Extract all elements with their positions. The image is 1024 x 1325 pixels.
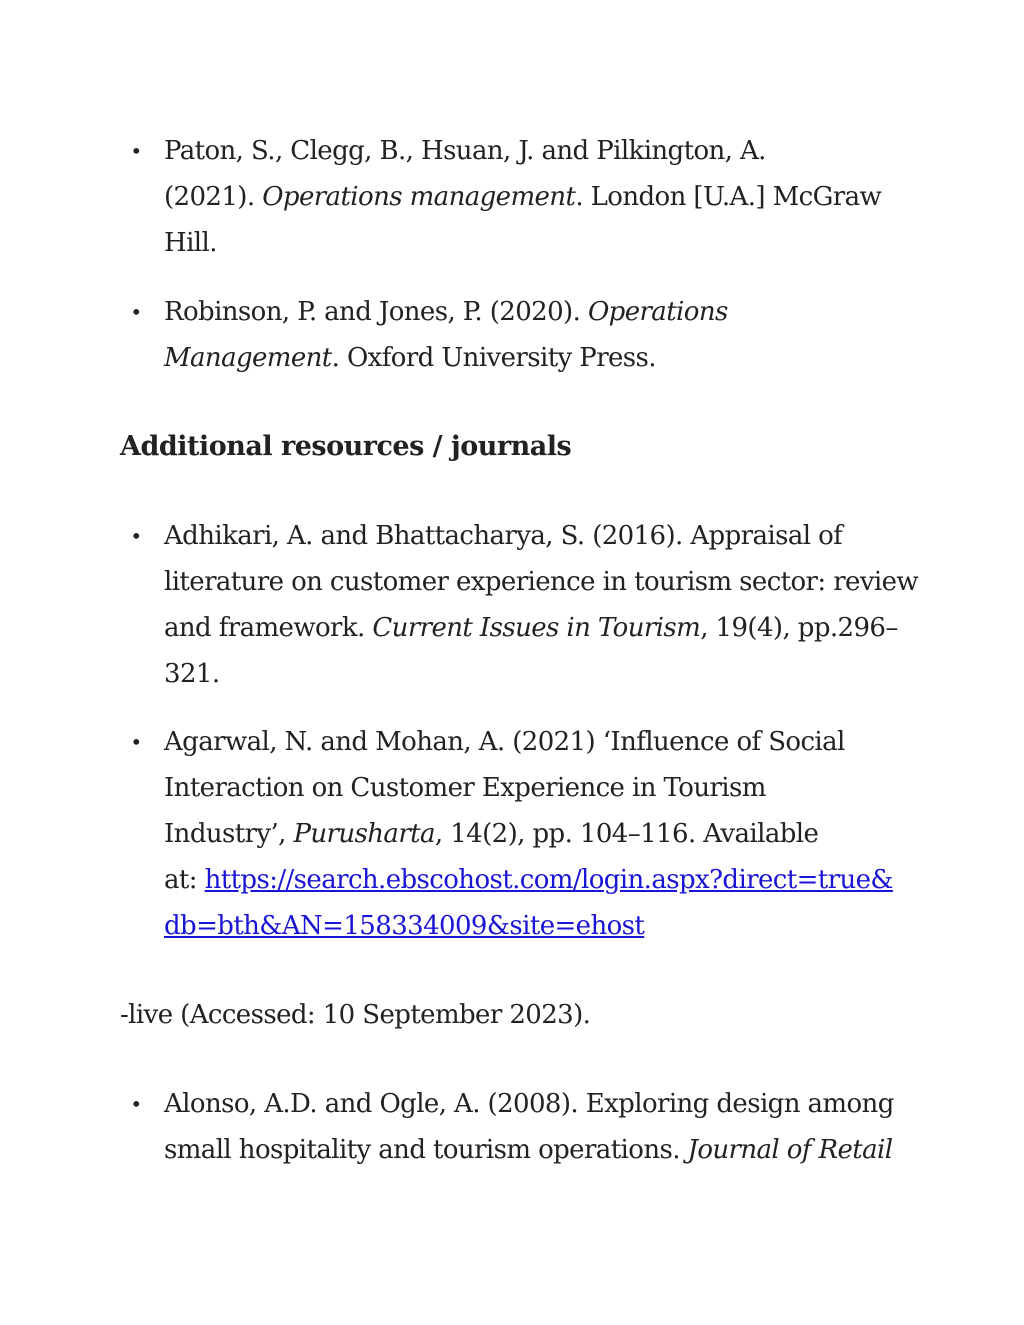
book-title: Operations management [262, 182, 576, 212]
reference-text-line: Alonso, A.D. and Ogle, A. (2008). Exploring design among [164, 1089, 894, 1119]
reference-text-line: Adhikari, A. and Bhattacharya, S. (2016). Appraisal of [164, 521, 843, 551]
reference-text-line: (2021). Operations management. London [U.A.] McGraw [164, 182, 882, 212]
reference-text-line: Hill. [164, 228, 217, 258]
bullet-icon: • [130, 1092, 142, 1116]
reference-text-line [164, 903, 924, 949]
reference-list-item [130, 1081, 924, 1173]
continuation-paragraph: -live (Accessed: 10 September 2023). [120, 1000, 591, 1030]
bullet-icon: • [130, 139, 142, 163]
reference-list-item [130, 513, 924, 697]
reference-text-line: and framework. Current Issues in Tourism, 19(4), pp.296– [164, 613, 898, 643]
bullet-icon: • [130, 524, 142, 548]
reference-list-item [130, 289, 924, 381]
reference-text-line: Management. Oxford University Press. [164, 343, 656, 373]
ebsco-link-continued[interactable]: db=bth&AN=158334009&site=ehost [164, 911, 645, 941]
bullet-icon: • [130, 300, 142, 324]
book-title: Management [164, 343, 332, 373]
reference-list-item [130, 128, 924, 266]
bullet-icon: • [130, 730, 142, 754]
reference-text-line: Agarwal, N. and Mohan, A. (2021) ‘Influence of Social [164, 727, 845, 757]
reference-text-line: Interaction on Customer Experience in Tourism [164, 773, 766, 803]
reference-text-line: Industry’, Purusharta, 14(2), pp. 104–116. Available [164, 819, 819, 849]
ebsco-link[interactable]: https://search.ebscohost.com/login.aspx?direct=true& [204, 865, 893, 895]
reference-text-line: at: https://search.ebscohost.com/login.aspx?direct=true& [164, 865, 893, 895]
reference-text-line: literature on customer experience in tourism sector: review [164, 567, 919, 597]
section-heading: Additional resources / journals [120, 431, 572, 462]
journal-title: Current Issues in Tourism [372, 613, 701, 643]
reference-text-line: Robinson, P. and Jones, P. (2020). Operations [164, 297, 728, 327]
reference-text-line: 321. [164, 659, 220, 689]
journal-title: Journal of Retail [687, 1135, 893, 1165]
reference-list-item [130, 719, 924, 949]
book-title: Operations [587, 297, 728, 327]
reference-text-line: small hospitality and tourism operations. Journal of Retail [164, 1135, 893, 1165]
reference-text-line: Paton, S., Clegg, B., Hsuan, J. and Pilkington, A. [164, 136, 766, 166]
journal-title: Purusharta [293, 819, 435, 849]
